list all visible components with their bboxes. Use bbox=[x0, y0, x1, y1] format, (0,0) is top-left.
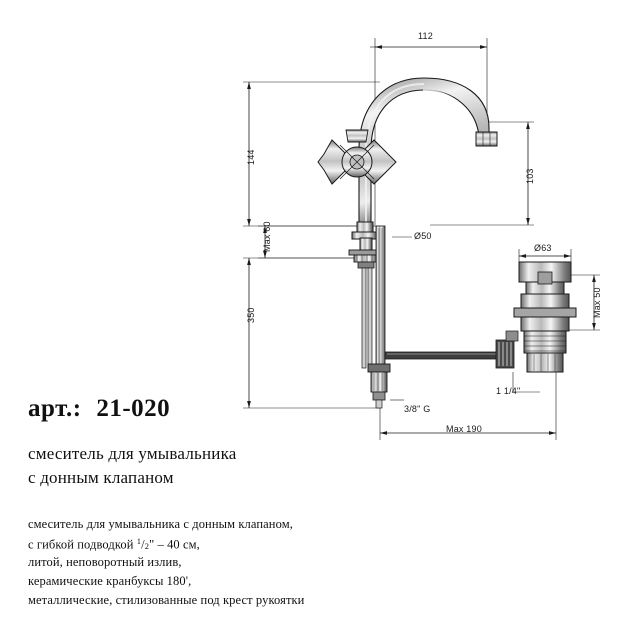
article-label: арт.: bbox=[28, 395, 82, 422]
dim-base-diameter: Ø50 bbox=[414, 231, 432, 241]
fraction-half: $^1/_2$ bbox=[136, 536, 150, 552]
description-line-2-suffix: " – 40 см, bbox=[149, 537, 200, 552]
description-line-3: литой, неповоротный излив, bbox=[28, 555, 182, 569]
description-line-1: смеситель для умывальника с донным клапаном, bbox=[28, 517, 293, 531]
dim-waste-flange-diameter: Ø63 bbox=[534, 243, 552, 253]
fraction-numerator: 1 bbox=[136, 536, 142, 546]
description-line-2 bbox=[28, 536, 200, 552]
description-line-4: керамические кранбуксы 180', bbox=[28, 574, 192, 588]
faucet-illustration bbox=[318, 78, 505, 408]
dim-max-overall-length: Max 190 bbox=[446, 424, 482, 434]
dim-max-deck-thickness: Max 60 bbox=[262, 221, 272, 252]
cross-handle bbox=[318, 130, 396, 184]
dim-hose-length: 350 bbox=[246, 307, 256, 323]
description-line-2-prefix: с гибкой подводкой bbox=[28, 537, 137, 552]
pop-up-waste-illustration bbox=[496, 262, 576, 372]
dim-total-height: 144 bbox=[246, 149, 256, 165]
product-title-line-2: с донным клапаном bbox=[28, 468, 174, 487]
description-line-5: металлические, стилизованные под крест рукоятки bbox=[28, 593, 305, 607]
dim-waste-max-height: Max 50 bbox=[592, 287, 602, 318]
product-title-line-1: смеситель для умывальника bbox=[28, 444, 237, 463]
dim-spout-reach: 112 bbox=[418, 31, 433, 41]
dim-waste-thread: 1 1/4" bbox=[496, 386, 521, 396]
article-code bbox=[28, 395, 170, 423]
article-number: 21-020 bbox=[96, 395, 171, 422]
dim-inlet-thread: 3/8" G bbox=[404, 404, 431, 414]
dim-spout-height: 103 bbox=[525, 168, 535, 184]
fraction-denominator: 2 bbox=[144, 541, 150, 552]
